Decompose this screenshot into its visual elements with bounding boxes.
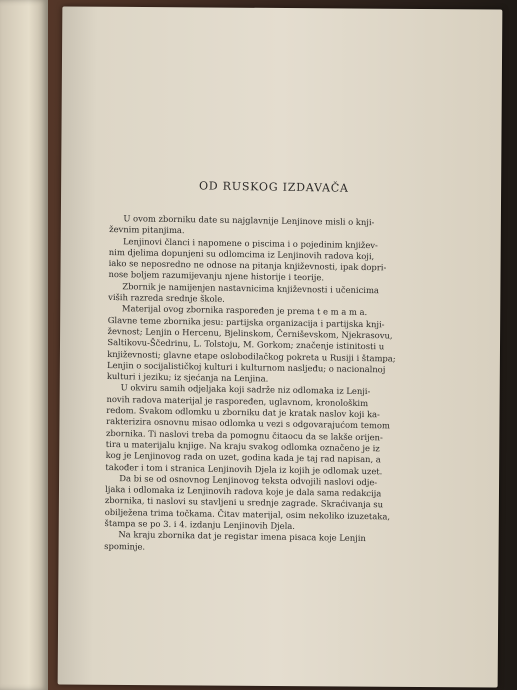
- text-line: obilježena trima točkama. Čitav materijal, osim nekoliko izuzetaka,: [104, 506, 391, 522]
- paragraph: [107, 303, 436, 387]
- paragraph: [105, 382, 434, 478]
- text-line: Na kraju zbornika dat je registar imena pisaca koje Lenjin: [118, 529, 366, 544]
- text-line: U okviru samih odjeljaka koji sadrže niz odlomaka iz Lenji-: [120, 382, 371, 397]
- text-line: nose boljem razumijevanju njene historije i teorije.: [108, 269, 325, 283]
- text-line: iako se neposredno ne odnose na pitanja književnosti, ipak dopri-: [108, 258, 387, 273]
- text-line: kog je Lenjinovog rada on uzet, godina kada je taj rad napisan, a: [105, 450, 381, 465]
- text-line: novih radova materijal je raspoređen, uglavnom, kronološkim: [106, 393, 369, 408]
- paragraph: [104, 473, 433, 535]
- text-line: književnosti; glavne etape oslobodilačkog pokreta u Rusiji i štampa;: [107, 348, 396, 364]
- text-line: U ovom zborniku date su najglavnije Lenjinove misli o knji-: [123, 213, 375, 228]
- text-line: kulturi i jeziku; iz sjećanja na Lenjina.: [106, 371, 269, 384]
- text-line: Materijal ovog zbornika raspoređen je prema t e m a m a.: [121, 303, 368, 318]
- text-line: zbornika, ti naslovi su stavljeni u srednje zagrade. Skraćivanja su: [104, 495, 384, 510]
- text-line: također i tom i stranica Lenjinovih Djela iz kojih je odlomak uzet.: [105, 461, 383, 476]
- text-line: Zbornik je namijenjen nastavnicima književnosti i učenicima: [122, 280, 380, 296]
- text-line: spominje.: [104, 540, 146, 552]
- text-line: Lenjin o socijalističkoj kulturi i kulturnom nasljeđu; o nacionalnoj: [106, 359, 386, 375]
- page-title: OD RUSKOG IZDAVAČA: [198, 179, 349, 195]
- page-text-block: [104, 178, 438, 557]
- paragraph: [108, 236, 437, 286]
- text-line: Glavne teme zbornika jesu: partijska organizacija i partijska knji-: [107, 314, 385, 330]
- text-line: Da bi se od osnovnog Lenjinovog teksta odvojili naslovi odje-: [119, 473, 378, 488]
- text-line: tira u materijalu knjige. Na kraju svakog odlomka označeno je iz: [105, 438, 380, 454]
- text-line: Lenjinovi članci i napomene o piscima i o pojedinim književ-: [122, 235, 378, 250]
- text-line: Saltikovu-Ščedrinu, L. Tolstoju, M. Gorkom; značenje istinitosti u: [107, 337, 385, 352]
- text-line: viših razreda srednje škole.: [108, 292, 225, 304]
- text-line: ljaka i odlomaka iz Lenjinovih radova koje je dala sama redakcija: [105, 484, 382, 499]
- text-line: rakterizira osnovnu misao odlomka u vezi s odgovarajućom temom: [106, 416, 390, 431]
- text-line: redom. Svakom odlomku u zborniku dat je kratak naslov koji ka-: [106, 405, 381, 420]
- text-line: ževnim pitanjima.: [109, 224, 185, 236]
- book-left-page-edge: [0, 0, 48, 690]
- text-line: štampa se po 3. i 4. izdanju Lenjinovih Djela.: [104, 517, 296, 531]
- paragraph-container: [104, 213, 437, 557]
- text-line: zbornika. Ti naslovi treba da pomognu čitaocu da se lakše orijen-: [105, 427, 383, 442]
- text-line: nim djelima dopunjeni su odlomcima iz Lenjinovih radova koji,: [108, 246, 375, 262]
- text-line: ževnost; Lenjin o Hercenu, Bjelinskom, Černiševskom, Njekrasovu,: [107, 325, 393, 341]
